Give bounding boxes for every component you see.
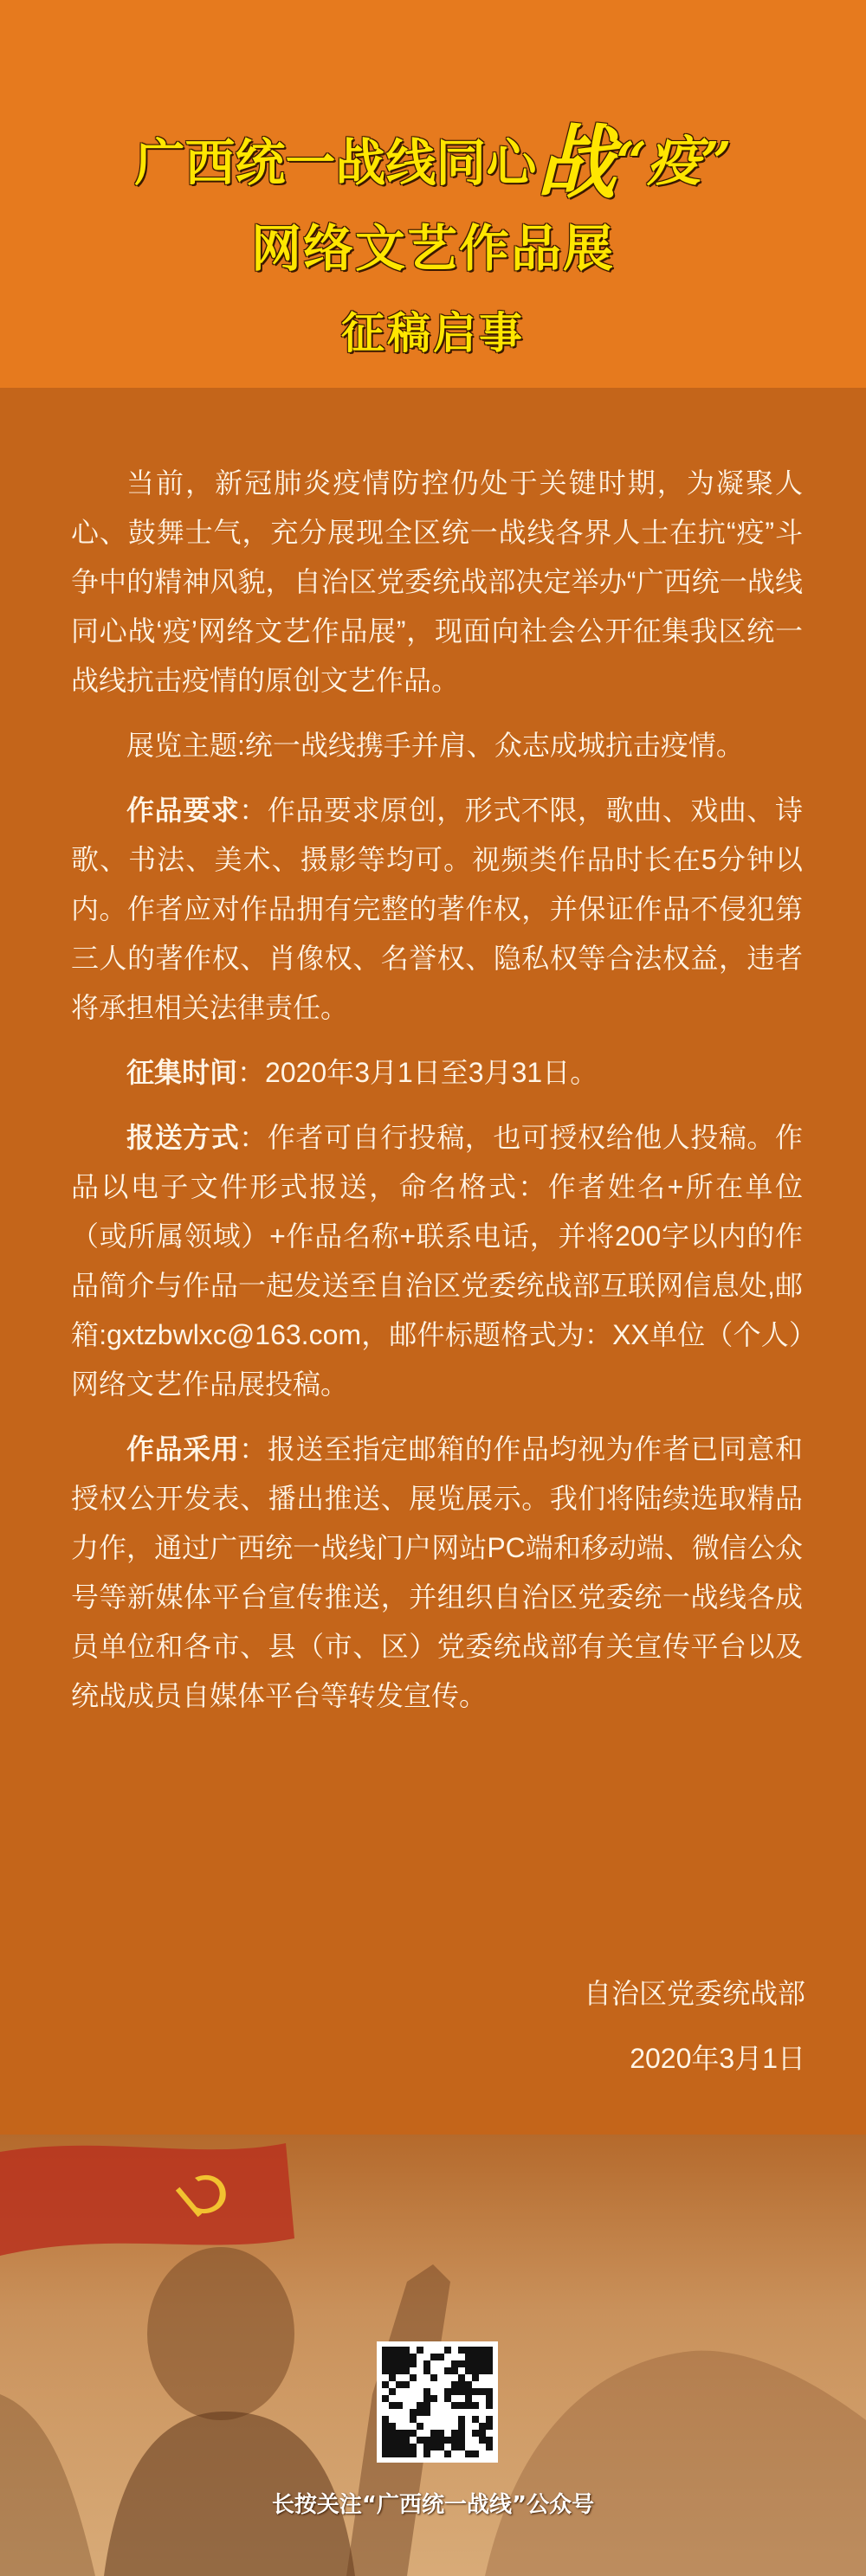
time-label: 征集时间 (126, 1057, 238, 1088)
time-text: ：2020年3月1日至3月31日。 (237, 1057, 598, 1088)
portrait-head-shape (147, 2247, 294, 2420)
theme-label: 展览主题 (126, 730, 238, 761)
title-line-1 (0, 100, 866, 214)
usage-paragraph (71, 1425, 803, 1721)
content-panel (0, 388, 866, 2136)
requirements-text: ：作品要求原创，形式不限，歌曲、戏曲、诗歌、书法、美术、摄影等均可。视频类作品时长在5分钟以内。作者应对作品拥有完整的著作权，并保证作品不侵犯第三人的著作权、肖像权、名誉权、隐私权等合法权益，违者将承担相关法律责任。 (71, 795, 803, 1023)
qr-code[interactable] (377, 2341, 498, 2463)
requirements-paragraph (71, 786, 803, 1033)
article-text (71, 459, 803, 1736)
title-line-3: 征稿启事 (341, 308, 525, 358)
follow-caption: 长按关注“广西统一战线”公众号 (271, 2492, 595, 2518)
red-flag-shape (0, 2143, 294, 2256)
theme-paragraph (71, 721, 803, 770)
submission-text: ：作者可自行投稿，也可授权给他人投稿。作品以电子文件形式报送，命名格式：作者姓名+所在单位（或所属领域）+作品名称+联系电话，并将200字以内的作品简介与作品一起发送至自治区党委统战部互联网信息处,邮箱:gxtzbwlxc@163.com，邮件标题格式为：XX单位（个人）网络文艺作品展投稿。 (71, 1122, 803, 1400)
title-yi-calligraphy: “疫” (616, 130, 732, 193)
theme-text: :统一战线携手并肩、众志成城抗击疫情。 (237, 730, 744, 761)
title-zhan-calligraphy: 战 (536, 116, 617, 209)
signature-date: 2020年3月1日 (630, 2043, 805, 2074)
signature: 自治区党委统战部 (583, 1978, 805, 2009)
intro-paragraph: 当前，新冠肺炎疫情防控仍处于关键时期，为凝聚人心、鼓舞士气，充分展现全区统一战线各界人士在抗“疫”斗争中的精神风貌，自治区党委统战部决定举办“广西统一战线同心战‘疫’网络文艺作品展”，现面向社会公开征集我区统一战线抗击疫情的原创文艺作品。 (71, 467, 803, 696)
submission-label: 报送方式 (126, 1122, 240, 1153)
crowd-sketch-shape (485, 2351, 866, 2576)
qr-code-icon (382, 2347, 493, 2457)
title-line-1-main: 广西统一战线同心 (134, 133, 537, 192)
left-crowd-shape (0, 2394, 95, 2576)
time-paragraph (71, 1048, 803, 1098)
submission-paragraph (71, 1113, 803, 1409)
usage-text: ：报送至指定邮箱的作品均视为作者已同意和授权公开发表、播出推送、展览展示。我们将陆续选取精品力作，通过广西统一战线门户网站PC端和移动端、微信公众号等新媒体平台宣传推送，并组织自治区党委统一战线各成员单位和各市、县（市、区）党委统战部有关宣传平台以及统战成员自媒体平台等转发宣传。 (71, 1433, 803, 1711)
requirements-label: 作品要求 (126, 795, 240, 826)
header-banner (0, 0, 866, 388)
usage-label: 作品采用 (126, 1433, 240, 1465)
title-line-2: 网络文艺作品展 (250, 219, 615, 278)
